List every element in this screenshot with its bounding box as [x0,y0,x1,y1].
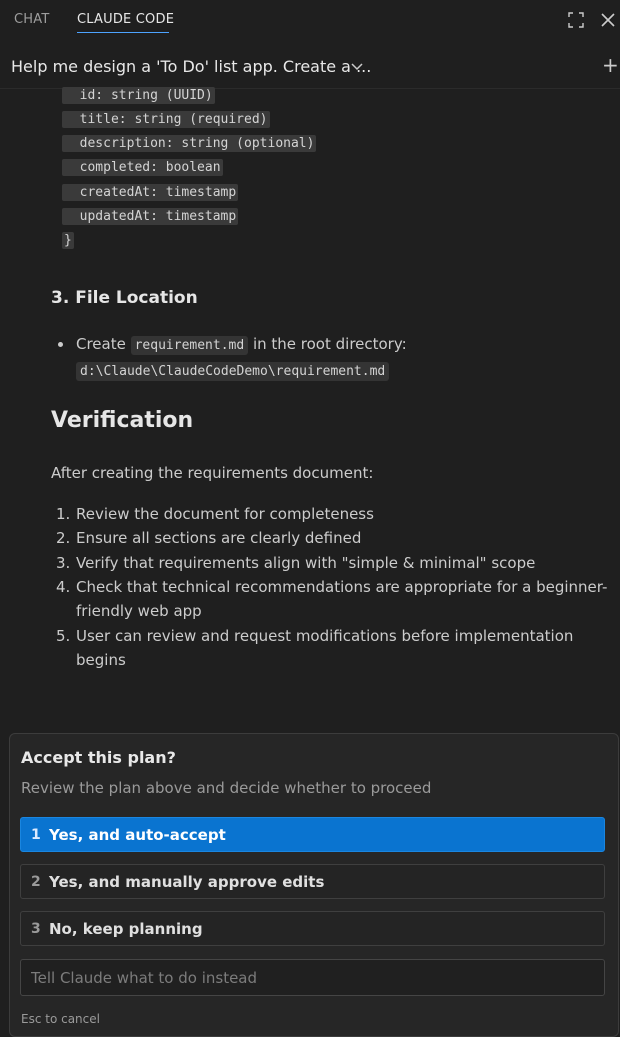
option-label: No, keep planning [49,920,203,938]
dialog-subtitle: Review the plan above and decide whether to proceed [21,779,432,797]
option-number: 2 [31,874,41,890]
list-text: Check that technical recommendations are appropriate for a beginner- [76,578,608,596]
list-text: User can review and request modifications before implementation [76,627,574,645]
code-line: updatedAt: timestamp [64,209,237,224]
option-label: Yes, and auto-accept [49,826,226,844]
code-line: createdAt: timestamp [64,185,237,200]
instruction-input[interactable] [20,959,605,996]
active-tab-indicator [77,32,169,33]
list-item [56,505,374,523]
create-file-line [76,335,407,353]
tab-claude-code[interactable]: CLAUDE CODE [77,12,175,27]
esc-hint: Esc to cancel [21,1012,100,1026]
filename-code: requirement.md [131,336,249,355]
list-number: 3. [56,554,71,572]
list-item-continuation: friendly web app [76,602,202,620]
conversation-title[interactable]: Help me design a 'To Do' list app. Create a ... [11,57,372,76]
code-line: completed: boolean [64,160,221,175]
section-heading-verification: Verification [51,408,194,433]
list-number: 5. [56,627,71,645]
dialog-title: Accept this plan? [21,748,176,767]
tab-bar [0,0,620,40]
chevron-down-icon[interactable] [349,58,365,74]
option-number: 1 [31,827,41,843]
section-heading-file-location: 3. File Location [51,288,198,308]
verification-intro: After creating the requirements document: [51,464,374,482]
code-line: } [64,233,72,248]
list-text: Review the document for completeness [76,505,374,523]
create-prefix: Create [76,335,131,353]
list-item [56,627,573,645]
conversation-header [0,46,620,89]
option-label: Yes, and manually approve edits [49,873,325,891]
code-line: description: string (optional) [64,136,315,151]
path-line [76,361,389,379]
option-number: 3 [31,921,41,937]
tab-chat[interactable]: CHAT [14,12,50,27]
bullet [58,342,63,347]
path-code: d:\Claude\ClaudeCodeDemo\requirement.md [76,362,389,381]
code-line: id: string (UUID) [64,88,213,103]
close-icon[interactable] [598,10,618,30]
list-number: 4. [56,578,71,596]
option-auto-accept[interactable] [20,817,605,852]
list-number: 2. [56,529,71,547]
create-suffix: in the root directory: [248,335,407,353]
option-keep-planning[interactable] [20,911,605,946]
list-item [56,578,607,596]
code-line: title: string (required) [64,112,268,127]
plus-icon[interactable]: + [602,53,619,77]
plan-approval-dialog [9,733,619,1037]
option-manually-approve[interactable] [20,864,605,899]
list-item-continuation: begins [76,651,126,669]
list-number: 1. [56,505,71,523]
list-text: Verify that requirements align with "simple & minimal" scope [76,554,536,572]
list-item [56,529,361,547]
expand-icon[interactable] [566,10,586,30]
list-item [56,554,535,572]
list-text: Ensure all sections are clearly defined [76,529,362,547]
